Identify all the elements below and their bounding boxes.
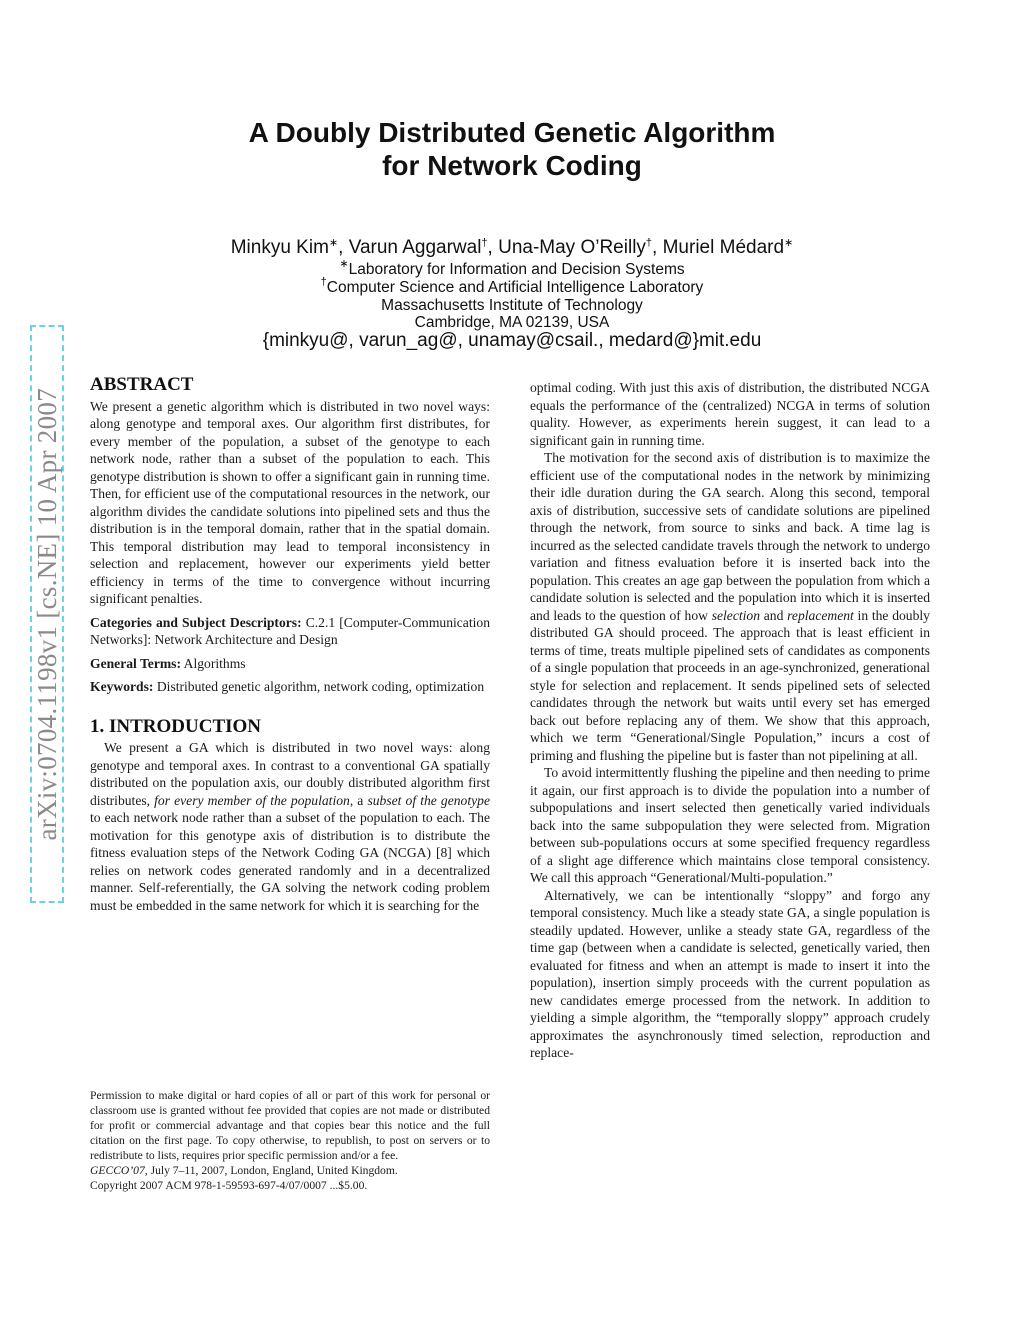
categories-label: Categories and Subject Descriptors:	[90, 614, 302, 630]
arxiv-stamp	[30, 325, 64, 903]
left-column	[90, 376, 490, 914]
paper-title	[0, 116, 1024, 182]
affiliation-2: †Computer Science and Artificial Intelligence Laboratory	[320, 276, 704, 296]
right-paragraph-4: Alternatively, we can be intentionally “sloppy” and forgo any temporal consistency. Much like a steady state GA, a single population is steadily updated. However, unlike a steady state GA, regardless of the time gap (between when a candidate is selected, genetically varied, then evaluated for fitness and when an attempt is made to insert it into the population), insertion simply proceeds with the current population as new candidates emerge processed from the network. In addition to yielding a simple algorithm, the “temporally sloppy” approach crudely approximates the asynchronously timed selection, reproduction and replace-	[530, 887, 930, 1060]
author-list: Minkyu Kim∗, Varun Aggarwal†, Una-May O’Reilly†, Muriel Médard∗	[230, 237, 794, 258]
right-paragraph-3: To avoid intermittently flushing the pipeline and then needing to prime it again, our first approach is to divide the population into a number of subpopulations and insert selected then genetically varied individuals back into the same subpopulation they were selected from. Migration between sub-populations occurs at some specified frequency regardless of a slight age difference which maintains close temporal consistency. We call this approach “Generational/Multi-population.”	[530, 765, 930, 885]
abstract-text: We present a genetic algorithm which is distributed in two novel ways: along genotype and temporal axes. Our algorithm first distributes, for every member of the population, a subset of the genotype to each network node, rather than a subset of the population to each. This genotype distribution is shown to offer a significant gain in running time. Then, for efficient use of the computational resources in the network, our algorithm divides the candidate solutions into pipelined sets and thus the distribution is in the temporal domain, rather that in the spatial domain. This temporal distribution may lead to temporal inconsistency in selection and replacement, however our experiments yield better efficiency in terms of the time to convergence without incurring significant penalties.	[90, 398, 490, 606]
permission-block	[90, 1088, 490, 1193]
author-name: Muriel Médard	[662, 237, 785, 258]
keywords-label: Keywords:	[90, 679, 154, 694]
title-line-1: A Doubly Distributed Genetic Algorithm	[248, 117, 776, 148]
venue-line: GECCO’07, July 7–11, 2007, London, England, United Kingdom.	[90, 1164, 398, 1177]
general-terms-text: Algorithms	[183, 655, 246, 671]
permission-text: Permission to make digital or hard copies of all or part of this work for personal or classroom use is granted without fee provided that copies are not made or distributed for profit or commercial advantage and that copies bear this notice and the full citation on the first page. To copy otherwise, to republish, to post on servers or to redistribute to lists, requires prior specific permission and/or a fee.	[90, 1089, 490, 1162]
categories-text: C.2.1 [Computer-Communication Networks]: Network Architecture and Design	[90, 614, 490, 647]
affiliation-4: Cambridge, MA 02139, USA	[414, 314, 610, 331]
author-name: Varun Aggarwal	[348, 237, 482, 258]
author-mark: ∗	[328, 237, 339, 249]
author-mark: ∗	[784, 237, 794, 249]
keywords-text: Distributed genetic algorithm, network coding, optimization	[156, 679, 485, 694]
introduction-heading: 1. INTRODUCTION	[90, 715, 262, 737]
general-terms-label: General Terms:	[90, 655, 181, 671]
author-mark: †	[645, 237, 653, 249]
keywords	[90, 678, 490, 696]
right-paragraph-2: The motivation for the second axis of distribution is to maximize the efficient use of the computational nodes in the network by minimizing their idle duration during the GA search. Along this second, temporal axis of distribution, successive sets of candidate solutions are pipelined through the network, from source to sinks and back. A time lag is incurred as the selected candidate travels through the network to undergo variation and fitness evaluation before it is inserted back into the population. This creates an age gap between the population from which a candidate solution is selected and the population into which it is inserted and leads to the question of how selection and replacement in the doubly distributed GA should proceed. The approach that is least efficient in terms of time, treats multiple pipelined sets of candidates as components of a single population that proceeds in an age-synchronized, generational style for selection and replacement. It sends pipelined sets of selected candidates through the network but waits until every set has emerged back out before replacing any of them. We show that this approach, which we term “Generational/Single Population,” incurs a cost of priming and flushing the pipeline but is faster than not pipelining at all.	[530, 450, 930, 763]
copyright-line: Copyright 2007 ACM 978-1-59593-697-4/07/0007 ...$5.00.	[90, 1179, 368, 1192]
categories	[90, 614, 490, 649]
author-mark: †	[481, 237, 488, 249]
title-line-2: for Network Coding	[382, 150, 642, 181]
affiliation-3: Massachusetts Institute of Technology	[381, 297, 643, 314]
right-paragraph-1: optimal coding. With just this axis of distribution, the distributed NCGA equals the performance of the (centralized) NCGA in terms of solution quality. However, as experiments herein suggest, it can lead to a significant gain in running time.	[530, 380, 930, 448]
arxiv-stamp-text: arXiv:0704.1198v1 [cs.NE] 10 Apr 2007	[31, 387, 62, 841]
author-emails: {minkyu@, varun_ag@, unamay@csail., medard@}mit.edu	[262, 330, 762, 351]
author-name: Minkyu Kim	[230, 237, 329, 258]
author-name: Una-May O’Reilly	[498, 237, 646, 258]
abstract-heading: ABSTRACT	[90, 374, 194, 395]
general-terms	[90, 655, 490, 673]
right-column	[530, 379, 930, 1062]
introduction-paragraph: We present a GA which is distributed in two novel ways: along genotype and temporal axes. In contrast to a conventional GA spatially distributed on the population axis, our doubly distributed algorithm first distributes, for every member of the population, a subset of the genotype to each network node rather than a subset of the population to each. The motivation for this genotype axis of distribution is to distribute the fitness evaluation steps of the Network Coding GA (NCGA) [8] which relies on network codes generated randomly and in a decentralized manner. Self-referentially, the GA solving the network coding problem must be embedded in the same network for which it is searching for the	[90, 740, 490, 913]
affiliation-mark: †	[320, 276, 327, 288]
affiliation-1: ∗Laboratory for Information and Decision Systems	[339, 258, 685, 278]
affiliation-mark: ∗	[339, 258, 349, 270]
